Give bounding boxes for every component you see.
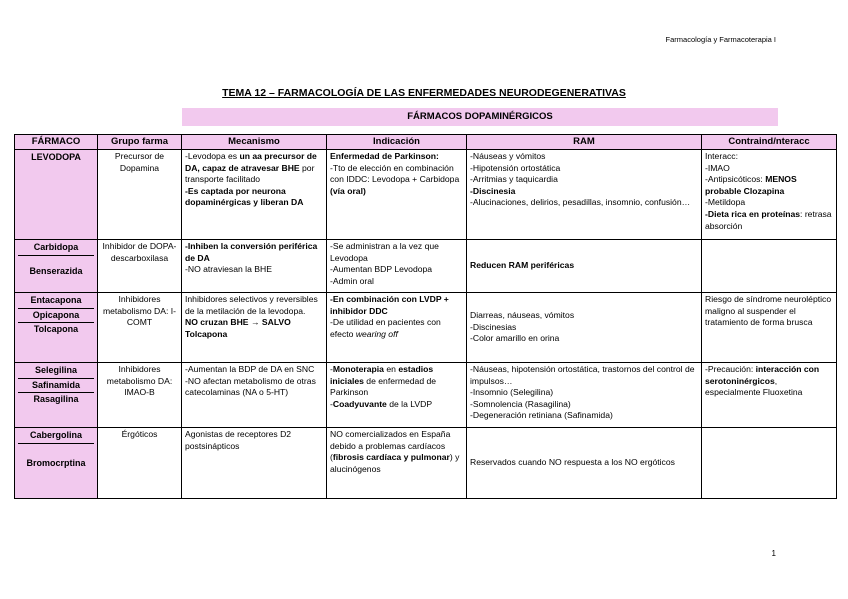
mechanism-cell [182,150,327,240]
table-header-row [15,135,837,150]
text-run: fibrosis cardíaca y pulmonar [332,452,450,463]
text-run: -De utilidad en pacientes con efecto [330,317,441,339]
group-cell: Inhibidores metabolismo DA: I-COMT [98,293,182,363]
text-line: NO cruzan BHE → SALVO Tolcapona [185,317,291,339]
text-line: -En combinación con LVDP + inhibidor DDC [330,294,449,316]
group-cell: Inhibidores metabolismo DA: IMAO-B [98,363,182,428]
contraind-cell [702,150,837,240]
text-line: -Inhiben la conversión periférica de DA [185,241,318,263]
text-run: , especialmente Fluoxetina [705,375,803,398]
drug-name: Carbidopa [18,241,94,256]
text-run: -Tto de elección en combinación con IDDC: Levodopa + Carbidopa [330,162,460,185]
text-run: : retrasa absorción [705,208,832,231]
text-line: -Discinesias [470,321,517,332]
column-header-farmaco: FÁRMACO [15,135,98,150]
text-run: ) y alucinógenos [330,452,460,474]
ram-cell [467,150,702,240]
text-line: -Arritmias y taquicardia [470,174,558,185]
drug-name: Entacapona [18,294,94,309]
text-run: estadios iniciales [330,364,434,386]
text-line: Diarreas, náuseas, vómitos [470,310,575,321]
text-line: -Náuseas y vómitos [470,151,546,161]
text-run: NO comercializados en España debido a problemas cardíacos ( [330,429,451,463]
document-title: TEMA 12 – FARMACOLOGÍA DE LAS ENFERMEDADES NEURODEGENERATIVAS [222,87,626,99]
ram-cell [467,293,702,363]
text-run: - [330,364,333,374]
text-line [330,399,463,411]
text-run: interacción con serotoninérgicos [705,364,820,386]
table-row [15,240,837,293]
drug-name: Benserazida [29,265,83,276]
text-run: Enfermedad de Parkinson: [330,151,439,161]
group-cell: Precursor de Dopamina [98,150,182,240]
drug-cell [15,428,98,499]
text-line: -Admin oral [330,275,374,286]
ram-cell [467,363,702,428]
text-run: un aa precursor de DA, capaz de atravesar BHE [185,151,317,173]
text-line: -Degeneración retiniana (Safinamida) [470,410,613,421]
text-run: por transporte facilitado [185,162,315,185]
text-run: -Levodopa es [185,151,240,161]
text-run: de enfermedad de Parkinson [330,375,437,398]
group-cell: Inhibidor de DOPA-descarboxilasa [98,240,182,293]
table-row [15,428,837,499]
mechanism-cell [182,240,327,293]
text-line: -Aumentan BDP Levodopa [330,264,433,275]
text-line: -Metildopa [705,197,746,208]
indication-cell [327,363,467,428]
mechanism-cell: Agonistas de receptores D2 postsinápticos [182,428,327,499]
drug-name: Bromocrptina [26,457,86,468]
text-run: wearing off [355,328,398,339]
text-line: -Somnolencia (Rasagilina) [470,398,571,409]
text-run: Coadyuvante [332,398,387,409]
drug-name: Rasagilina [33,394,79,405]
text-line: -Insomnio (Selegilina) [470,387,554,398]
section-subtitle: FÁRMACOS DOPAMINÉRGICOS [182,108,778,126]
column-header-indicacion: Indicación [327,135,467,150]
column-header-grupo: Grupo farma [98,135,182,150]
text-line [330,317,463,340]
text-line: -NO atraviesan la BHE [185,264,272,275]
text-line: -Náuseas, hipotensión ortostática, trastornos del control de impulsos… [470,364,695,386]
text-run: -Antipsicóticos: [705,174,766,185]
text-line: -Hipotensión ortostática [470,162,561,173]
text-line: -Aumentan la BDP de DA en SNC [185,364,315,374]
table-row [15,150,837,240]
text-run: en [383,364,399,374]
text-line [330,364,463,399]
drug-name: Selegilina [18,364,94,379]
text-run: de la LVDP [386,398,433,409]
text-run: -Es captada por neurona dopaminérgicas y liberan DA [185,185,304,208]
column-header-mecanismo: Mecanismo [182,135,327,150]
indication-cell [327,293,467,363]
contraind-cell: Riesgo de síndrome neuroléptico maligno al suspender el tratamiento de forma brusca [702,293,837,363]
group-cell: Érgóticos [98,428,182,499]
drug-name: Opicapona [18,309,94,324]
text-run: -Dieta rica en proteínas [705,208,801,219]
text-line: Interacc: [705,151,738,161]
drug-name: Safinamida [18,379,94,394]
text-line: Inhibidores selectivos y reversibles de la metilación de la levodopa. [185,294,318,316]
drug-table [14,134,837,499]
text-run: -Precaución: [705,364,756,374]
column-header-ram: RAM [467,135,702,150]
mechanism-cell [182,293,327,363]
drug-cell [15,240,98,293]
text-run: Monoterapia [332,364,384,374]
drug-cell [15,150,98,240]
table-row [15,293,837,363]
ram-cell: Reservados cuando NO respuesta a los NO ergóticos [467,428,702,499]
indication-cell [327,150,467,240]
text-run: (vía oral) [330,185,366,196]
page-number: 1 [771,549,776,558]
text-line: -Se administran a la vez que Levodopa [330,241,439,263]
text-line: -Color amarillo en orina [470,333,560,344]
ram-cell: Reducen RAM periféricas [467,240,702,293]
text-line: -IMAO [705,162,730,173]
contraind-cell [702,363,837,428]
table-row [15,363,837,428]
text-line: -Alucinaciones, delirios, pesadillas, insomnio, confusión… [470,197,691,208]
drug-cell [15,363,98,428]
text-run: - [330,398,333,409]
text-run: MENOS probable Clozapina [705,174,797,196]
text-line: -Discinesia [470,185,516,196]
running-header: Farmacología y Farmacoterapia I [665,35,776,44]
contraind-cell [702,240,837,293]
text-line: -NO afectan metabolismo de otras catecolaminas (NA o 5-HT) [185,375,316,398]
indication-cell [327,240,467,293]
indication-cell [327,428,467,499]
drug-name: Cabergolina [18,429,94,444]
drug-name: Tolcapona [33,324,79,335]
mechanism-cell [182,363,327,428]
text-line [705,209,833,232]
drug-name: LEVODOPA [31,152,81,162]
text-line [705,174,833,197]
column-header-contraind: Contraind/nteracc [702,135,837,150]
drug-cell [15,293,98,363]
contraind-cell [702,428,837,499]
